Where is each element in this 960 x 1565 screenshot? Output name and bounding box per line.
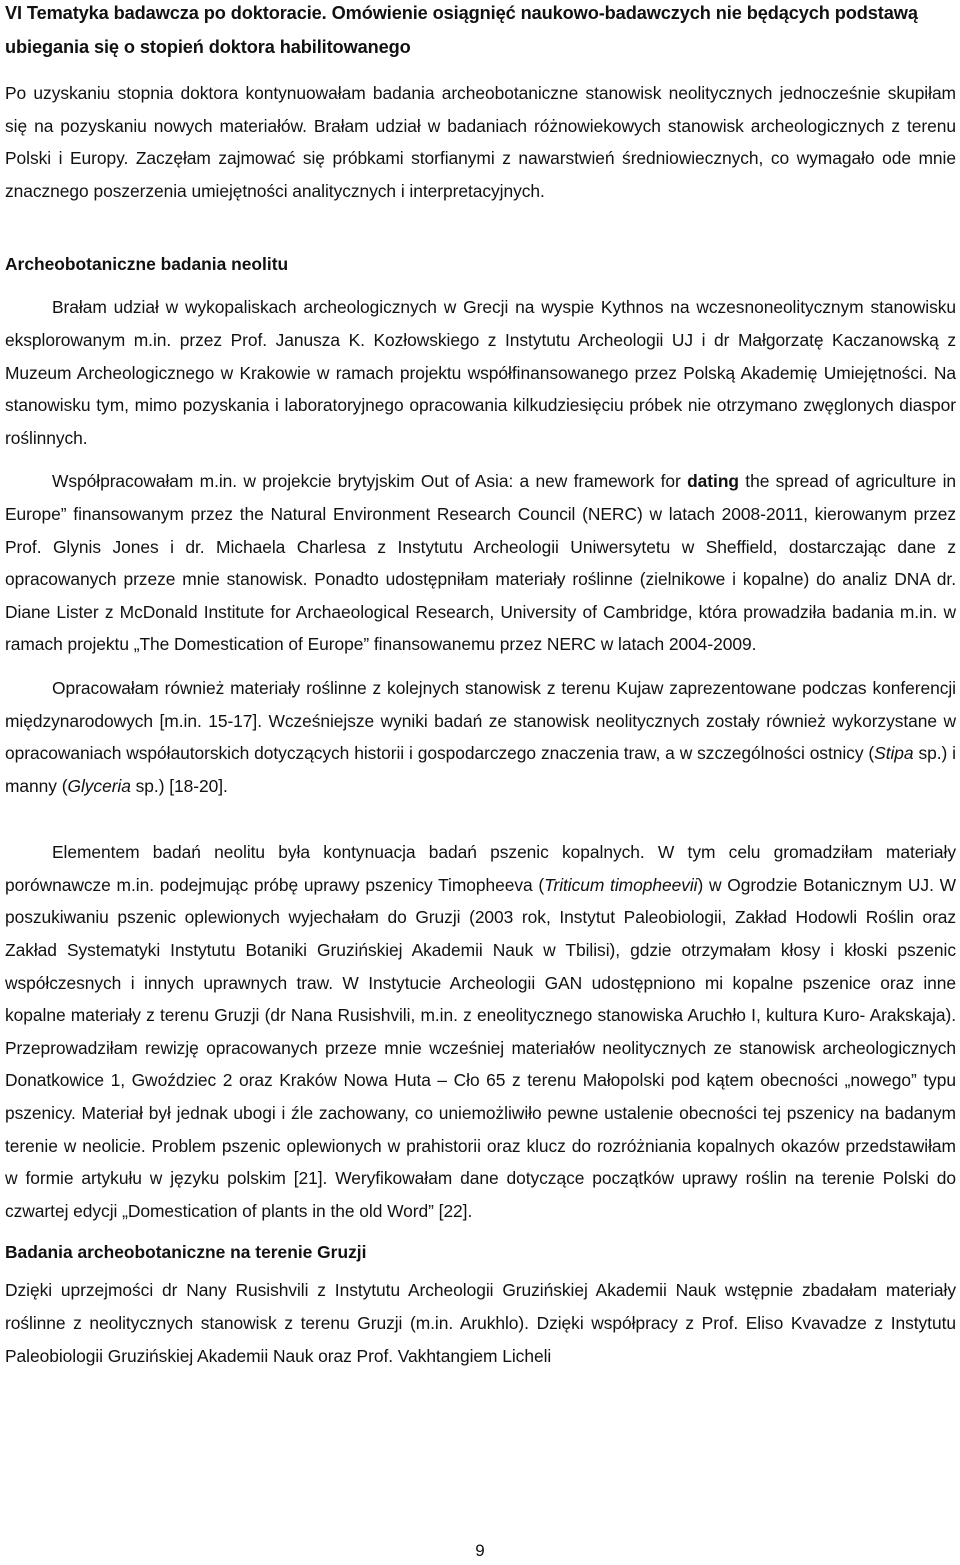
subheading-gruzja: Badania archeobotaniczne na terenie Gruzji — [5, 1242, 367, 1263]
p4-text-b: ) w Ogrodzie Botanicznym UJ. W poszukiwaniu pszenic oplewionych wyjechałam do Gruzji (2003 rok, Instytut Paleobiologii, Zakład Hodowli Roślin oraz Zakład Systematyki Instytutu Botaniki Gruzińskiej Akademii Nauk w Tbilisi), gdzie otrzymałam kłosy i kłoski pszenic współczesnych i innych uprawnych traw. W Instytucie Archeologii GAN udostępniono mi kopalne pszenice oraz inne kopalne materiały z terenu Gruzji (dr Nana Rusishvili, m.in. z eneolitycznego stanowiska Aruchło I, kultura Kuro- Arakskaja). Przeprowadziłam rewizję opracowanych przeze mnie wcześniej materiałów neolitycznych ze stanowisk archeologicznych Donatkowice 1, Gwoździec 2 oraz Kraków Nowa Huta – Cło 65 z terenu Małopolski pod kątem obecności „nowego” typu pszenicy. Materiał był jednak ubogi i źle zachowany, co uniemożliwiło pewne ustalenie obecności tej pszenicy na badanym terenie w neolicie. Problem pszenic oplewionych w prahistorii oraz klucz do rozróżniania kopalnych okazów przedstawiłam w formie artykułu w języku polskim [21]. Weryfikowałam dane dotyczące początków uprawy roślin na terenie Polski do czwartej edycji „Domestication of plants in the old Word” [22]. — [5, 874, 956, 1221]
p3-text-b: sp.) i manny ( — [5, 743, 956, 796]
neolit-paragraph-kujawy — [5, 672, 956, 802]
p2-text-a: Współpracowałam m.in. w projekcie brytyjskim Out of Asia: a new framework for — [52, 471, 688, 492]
p3-italic-stipa: Stipa — [874, 743, 914, 764]
neolit-paragraph-pszenice — [5, 836, 956, 1227]
intro-paragraph: Po uzyskaniu stopnia doktora kontynuowałam badania archeobotaniczne stanowisk neolitycznych jednocześnie skupiłam się na pozyskaniu nowych materiałów. Brałam udział w badaniach różnowiekowych stanowisk archeologicznych z terenu Polski i Europy. Zaczęłam zajmować się próbkami storfianymi z nawarstwień średniowiecznych, co wymagało ode mnie znacznego poszerzenia umiejętności analitycznych i interpretacyjnych. — [5, 83, 956, 201]
p2-text-b: the spread of agriculture in Europe” finansowanym przez the Natural Environment Research Council (NERC) w latach 2008-2011, kierowanym przez Prof. Glynis Jones i dr. Michaela Charlesa z Instytutu Archeologii Uniwersytetu w Sheffield, dostarczając dane z opracowanych przeze mnie stanowisk. Ponadto udostępniłam materiały roślinne (zielnikowe i kopalne) do analiz DNA dr. Diane Lister z McDonald Institute for Archaeological Research, University of Cambridge, która prowadziła badania m.in. w ramach projektu „The Domestication of Europe” finansowanemu przez NERC w latach 2004-2009. — [5, 471, 957, 655]
p3-italic-glyceria: Glyceria — [67, 775, 131, 796]
p2-text-bold: dating — [687, 471, 739, 492]
neolit-paragraph-out-of-asia — [5, 465, 956, 661]
p4-text-a: Elementem badań neolitu była kontynuacja badań pszenic kopalnych. W tym celu gromadziłam materiały porównawcze m.in. podejmując próbę uprawy pszenicy Timopheeva ( — [5, 842, 956, 895]
page-number: 9 — [475, 1541, 485, 1560]
p4-italic-triticum: Triticum timopheevii — [544, 874, 698, 895]
section-title: VI Tematyka badawcza po doktoracie. Omówienie osiągnięć naukowo-badawczych nie będących podstawą ubiegania się o stopień doktora habilitowanego — [5, 3, 918, 57]
neolit-paragraph-kythnos: Brałam udział w wykopaliskach archeologicznych w Grecji na wyspie Kythnos na wczesnoneolitycznym stanowisku eksplorowanym m.in. przez Prof. Janusza K. Kozłowskiego z Instytutu Archeologii UJ i dr Małgorzatę Kaczanowską z Muzeum Archeologicznego w Krakowie w ramach projektu współfinansowanego przez Polską Akademię Umiejętności. Na stanowisku tym, mimo pozyskania i laboratoryjnego opracowania kilkudziesięciu próbek nie otrzymano zwęglonych diaspor roślinnych. — [5, 297, 956, 448]
p3-text-a: Opracowałam również materiały roślinne z kolejnych stanowisk z terenu Kujaw zaprezentowane podczas konferencji międzynarodowych [m.in. 15-17]. Wcześniejsze wyniki badań ze stanowisk neolitycznych zostały również wykorzystane w opracowaniach współautorskich dotyczących historii i gospodarczego znaczenia traw, a w szczególności ostnicy ( — [5, 677, 956, 764]
subheading-neolit: Archeobotaniczne badania neolitu — [5, 254, 289, 275]
gruzja-paragraph: Dzięki uprzejmości dr Nany Rusishvili z Instytutu Archeologii Gruzińskiej Akademii Nauk wstępnie zbadałam materiały roślinne z neolitycznych stanowisk z terenu Gruzji (m.in. Arukhlo). Dzięki współpracy z Prof. Eliso Kvavadze z Instytutu Paleobiologii Gruzińskiej Akademii Nauk oraz Prof. Vakhtangiem Licheli — [5, 1280, 956, 1366]
document-page — [5, 0, 956, 1372]
p3-text-c: sp.) [18-20]. — [130, 775, 228, 796]
